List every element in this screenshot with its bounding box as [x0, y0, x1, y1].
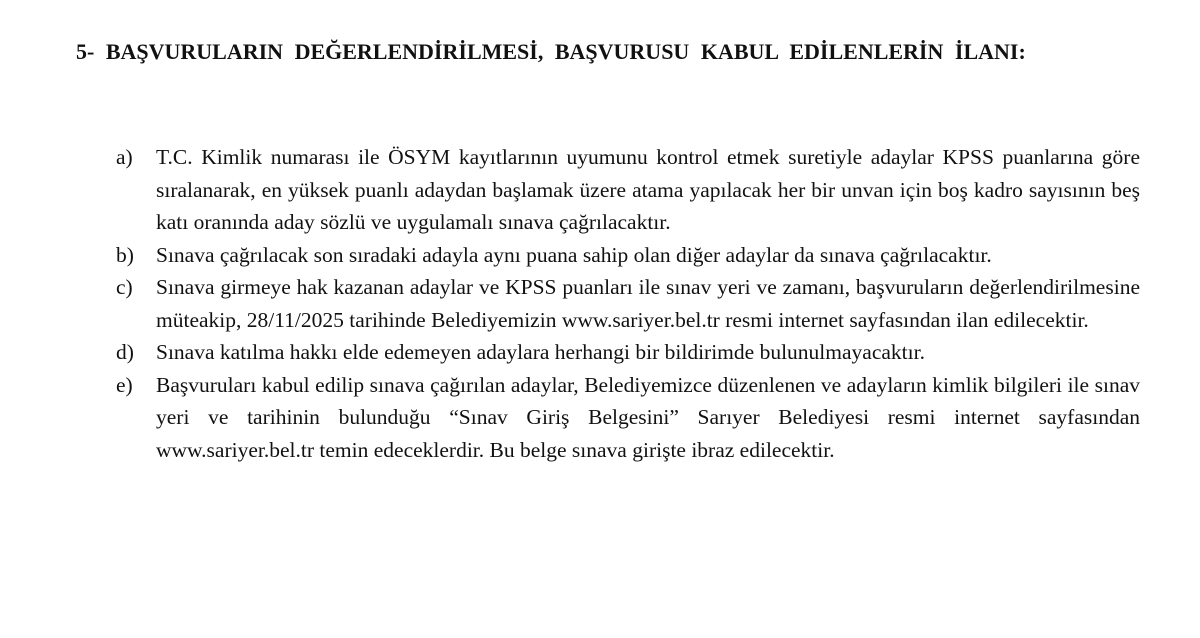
- clause-text: Sınava katılma hakkı elde edemeyen adaylara herhangi bir bildirimde bulunulmayacaktır.: [156, 340, 925, 364]
- clause-marker: e): [116, 372, 133, 397]
- clause-text: T.C. Kimlik numarası ile ÖSYM kayıtlarının uyumunu kontrol etmek suretiyle adaylar KPSS puanlarına göre sıralanarak, en yüksek puanlı adaydan başlamak üzere atama yapılacak her bir unvan için boş kadro sayısının beş katı oranında aday sözlü ve uygulamalı sınava çağrılacaktır.: [156, 145, 1140, 234]
- clause-item-a: [116, 141, 1140, 239]
- clause-marker: d): [116, 340, 134, 364]
- clause-item-c: [116, 271, 1140, 336]
- clause-marker: a): [116, 145, 133, 169]
- clause-text: Sınava çağrılacak son sıradaki adayla aynı puana sahip olan diğer adaylar da sınava çağrılacaktır.: [156, 242, 992, 267]
- clause-text: Sınava girmeye hak kazanan adaylar ve KPSS puanları ile sınav yeri ve zamanı, başvuruların değerlendirilmesine müteakip, 28/11/2025 tarihinde Belediyemizin www.sariyer.bel.tr resmi internet sayfasından ilan edilecektir.: [156, 275, 1140, 332]
- clause-text: Başvuruları kabul edilip sınava çağırılan adaylar, Belediyemizce düzenlenen ve adayların kimlik bilgileri ile sınav yeri ve tarihinin bulunduğu “Sınav Giriş Belgesini” Sarıyer Belediyesi resmi internet sayfasından www.sariyer.bel.tr temin edeceklerdir. Bu belge sınava girişte ibraz edilecektir.: [156, 372, 1140, 462]
- clause-marker: b): [116, 242, 134, 267]
- section-heading: 5- BAŞVURULARIN DEĞERLENDİRİLMESİ, BAŞVURUSU KABUL EDİLENLERİN İLANI:: [76, 39, 1026, 64]
- clause-item-b: [116, 239, 1140, 272]
- clause-list: [116, 141, 1140, 466]
- clause-item-d: [116, 336, 1140, 369]
- clause-item-e: [116, 369, 1140, 467]
- clause-marker: c): [116, 275, 133, 299]
